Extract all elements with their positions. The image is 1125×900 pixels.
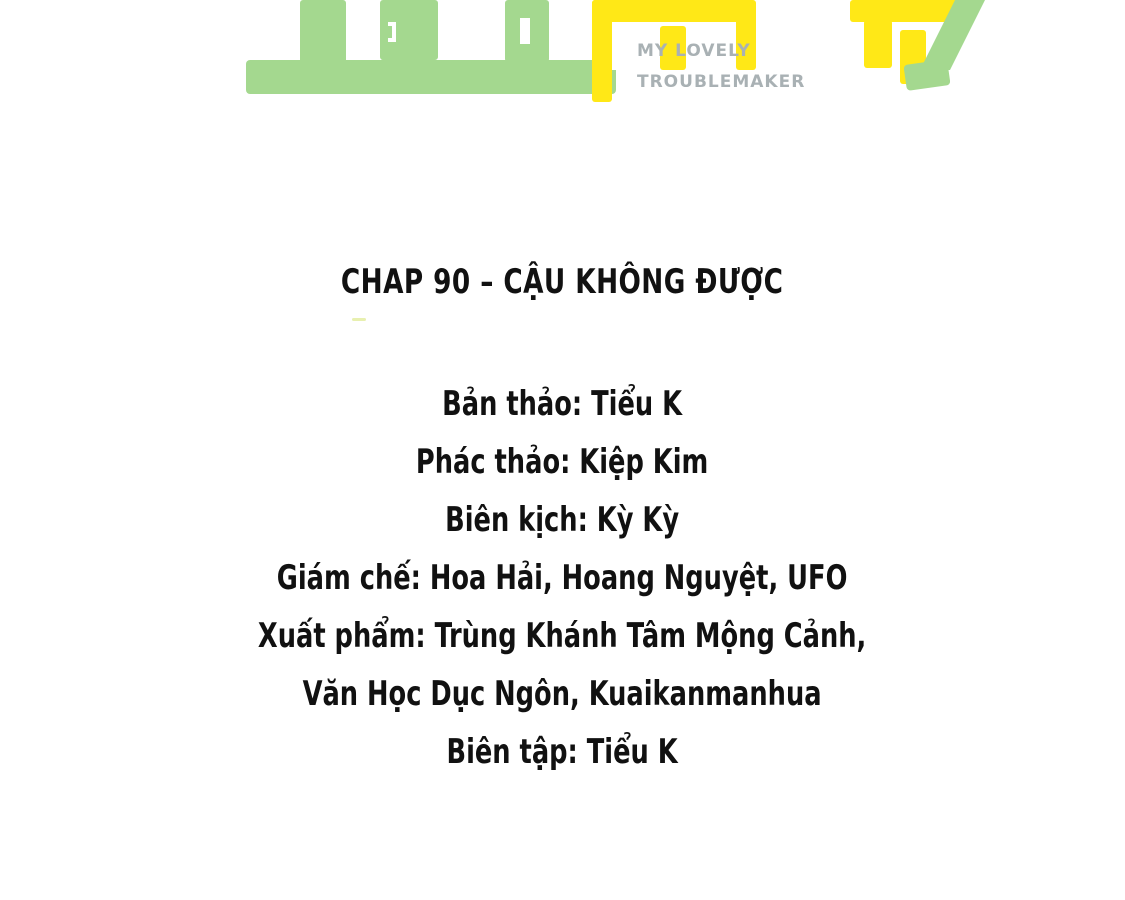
credit-line-editor: Biên tập: Tiểu K bbox=[446, 732, 678, 772]
credit-line-sketch: Phác thảo: Kiệp Kim bbox=[415, 442, 709, 482]
logo-subtitle-line-2: TROUBLEMAKER bbox=[637, 72, 806, 92]
logo-subtitle-line-1: MY LOVELY bbox=[637, 41, 751, 61]
series-logo bbox=[0, 0, 1125, 110]
credits-list bbox=[90, 375, 1035, 781]
credit-line-script: Bản thảo: Tiểu K bbox=[442, 384, 683, 424]
credit-line-screenwriter: Biên kịch: Kỳ Kỳ bbox=[445, 500, 680, 540]
credit-line-supervisors: Giám chế: Hoa Hải, Hoang Nguyệt, UFO bbox=[276, 558, 848, 598]
credit-line-publisher-cont: Văn Học Dục Ngôn, Kuaikanmanhua bbox=[302, 674, 822, 714]
decorative-mark bbox=[352, 318, 366, 321]
credit-line-publisher: Xuất phẩm: Trùng Khánh Tâm Mộng Cảnh, bbox=[257, 616, 867, 656]
chapter-title: CHAP 90 – CẬU KHÔNG ĐƯỢC bbox=[340, 262, 784, 302]
logo-green-glyph bbox=[246, 0, 616, 94]
